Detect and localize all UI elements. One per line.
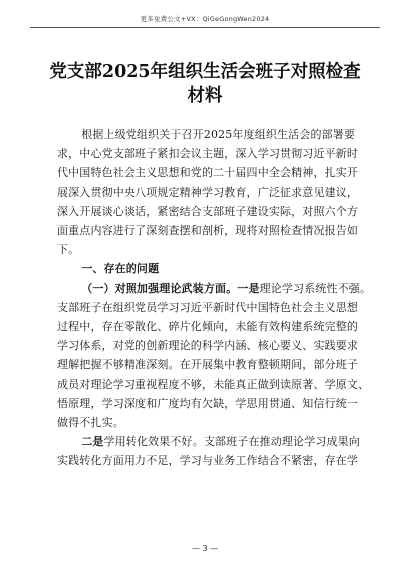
point-lead: 二是 xyxy=(81,435,104,449)
subsection-heading: （一）对照加强理论武装方面。 xyxy=(81,281,238,295)
point-paragraph xyxy=(57,432,360,470)
text-line: 理解把握不够精准深刻。在开展集中教育整顿期间，部分班子 xyxy=(57,358,359,372)
point-lead: 一是 xyxy=(237,281,260,295)
intro-paragraph xyxy=(57,125,357,259)
text-line: 面重点内容进行了深刻查摆和剖析，现将对照检查情况报告如 xyxy=(57,224,359,238)
text-line: 下。 xyxy=(57,243,80,257)
title-line-1: 党支部2025年组织生活会班子对照检查 xyxy=(49,62,361,82)
title-line-2: 材料 xyxy=(187,86,223,106)
point-text: 学用转化效果不好。支部班子在推动理论学习成果向 xyxy=(103,435,360,449)
page-number: — 3 — xyxy=(191,544,219,553)
point-text: 理论学习系统性不强。 xyxy=(259,281,372,295)
text-line: 展深入贯彻中央八项规定精神学习教育，广泛征求意见建议， xyxy=(57,185,359,199)
subsection-paragraph xyxy=(57,279,372,433)
text-line xyxy=(57,432,360,451)
text-line: 悟原理，学习深度和广度均有欠缺，学思用贯通、知信行统一 xyxy=(57,396,359,410)
document-body xyxy=(57,125,372,471)
text-line: 支部班子在组织党员学习习近平新时代中国特色社会主义思想 xyxy=(57,300,359,314)
section-heading: 一、存在的问题 xyxy=(81,262,160,276)
page-header: 更多免费公文+VX：QiGeGongWen2024 xyxy=(140,15,270,23)
text-line: 成员对理论学习重视程度不够，未能真正做到读原著、学原文、 xyxy=(57,377,370,391)
text-line: 做得不扎实。 xyxy=(57,416,124,430)
text-line: 学习体系，对党的创新理论的科学内涵、核心要义、实践要求 xyxy=(57,339,359,353)
text-line: 深入开展谈心谈话，紧密结合支部班子建设实际，对照六个方 xyxy=(57,204,359,218)
header-divider xyxy=(30,27,380,28)
text-line: 实践转化方面用力不足，学习与业务工作结合不紧密，存在学 xyxy=(57,454,359,468)
text-line: 过程中，存在零散化、碎片化倾向，未能有效构建系统完整的 xyxy=(57,320,359,334)
text-line: 代中国特色社会主义思想和党的二十届四中全会精神，扎实开 xyxy=(57,166,359,180)
text-line: 求，中心党支部班子紧扣会议主题，深入学习贯彻习近平新时 xyxy=(57,147,359,161)
text-line xyxy=(57,279,372,298)
document-title xyxy=(40,60,370,108)
text-line: 根据上级党组织关于召开2025年度组织生活会的部署要 xyxy=(81,128,356,141)
